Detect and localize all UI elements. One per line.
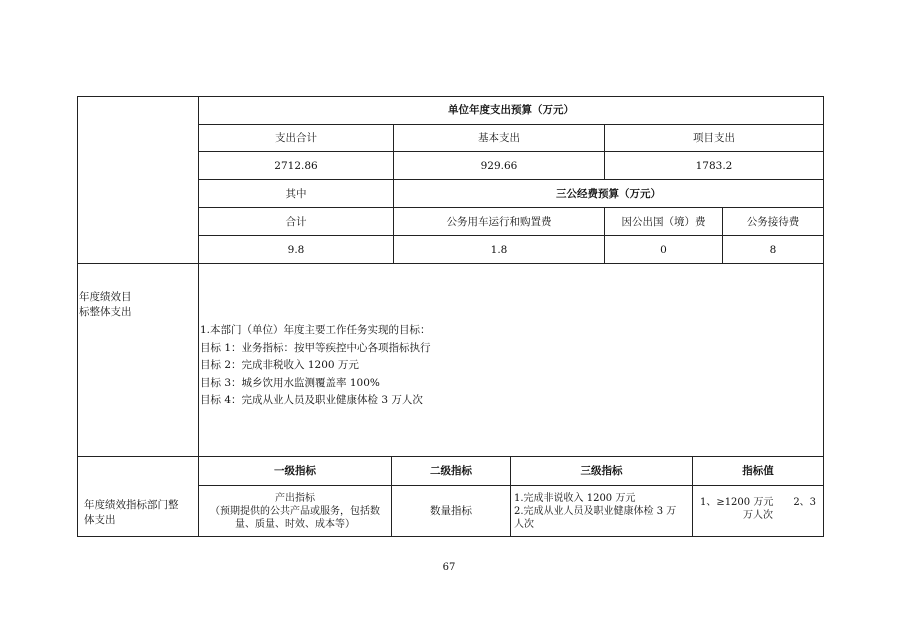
goal-line: 目标 4：完成从业人员及职业健康体检 3 万人次 xyxy=(200,394,423,406)
sangong-value-reception: 8 xyxy=(723,236,824,264)
goals-text xyxy=(200,322,431,410)
goals-row-label xyxy=(79,290,132,320)
budget-value-total: 2712.86 xyxy=(199,152,394,180)
indicator-header-level3: 三级指标 xyxy=(511,457,693,486)
indicators-row-label-line1: 年度绩效指标部门整 xyxy=(84,499,179,511)
indicator-level1-line3: 量、质量、时效、成本等） xyxy=(235,518,355,530)
goal-line: 目标 3：城乡饮用水监测覆盖率 100% xyxy=(200,376,380,389)
indicator-value-cell xyxy=(693,486,824,537)
goal-line: 目标 1：业务指标：按甲等疾控中心各项指标执行 xyxy=(200,341,431,354)
indicators-row-label xyxy=(84,498,179,528)
indicator-level1-cell xyxy=(199,486,392,537)
indicator-level3-line3: 人次 xyxy=(514,518,534,530)
sangong-header-abroad: 因公出国（境）费 xyxy=(605,208,723,236)
indicator-level1-line2: （预期提供的公共产品或服务，包括数 xyxy=(210,505,380,517)
indicator-header-level1: 一级指标 xyxy=(199,457,392,486)
sangong-header-vehicle: 公务用车运行和购置费 xyxy=(394,208,605,236)
goals-row-label-line2: 标整体支出 xyxy=(79,306,132,318)
indicators-row-label-line2: 体支出 xyxy=(84,514,116,526)
left-blank-cell xyxy=(77,96,199,264)
goal-line: 1.本部门（单位）年度主要工作任务实现的目标： xyxy=(200,324,431,336)
goals-row-label-line1: 年度绩效目 xyxy=(79,291,132,303)
sangong-value-vehicle: 1.8 xyxy=(394,236,605,264)
sangong-value-total: 9.8 xyxy=(199,236,394,264)
sangong-header-total: 合计 xyxy=(199,208,394,236)
qizhong-label: 其中 xyxy=(199,180,394,208)
budget-title: 单位年度支出预算（万元） xyxy=(199,96,824,125)
indicator-level2-cell: 数量指标 xyxy=(392,486,511,537)
budget-header-basic: 基本支出 xyxy=(394,125,605,152)
indicator-header-level2: 二级指标 xyxy=(392,457,511,486)
budget-value-project: 1783.2 xyxy=(605,152,824,180)
indicator-level3-line1: 1.完成非说收入 1200 万元 xyxy=(514,492,636,504)
budget-header-total: 支出合计 xyxy=(199,125,394,152)
budget-header-project: 项目支出 xyxy=(605,125,824,152)
indicator-level3-cell xyxy=(511,486,693,537)
indicator-level1-line1: 产出指标 xyxy=(275,492,315,504)
page-number: 67 xyxy=(442,562,456,573)
sangong-value-abroad: 0 xyxy=(605,236,723,264)
indicator-level3-line2: 2.完成从业人员及职业健康体检 3 万 xyxy=(514,505,677,517)
indicator-header-value: 指标值 xyxy=(693,457,824,486)
indicator-value-line2: 万人次 xyxy=(743,510,773,521)
sangong-header-reception: 公务接待费 xyxy=(723,208,824,236)
goal-line: 目标 2：完成非税收入 1200 万元 xyxy=(200,359,359,371)
indicator-value-line1: 1、≥1200 万元 2、3 xyxy=(699,497,817,508)
sangong-title: 三公经费预算（万元） xyxy=(394,180,824,208)
budget-value-basic: 929.66 xyxy=(394,152,605,180)
